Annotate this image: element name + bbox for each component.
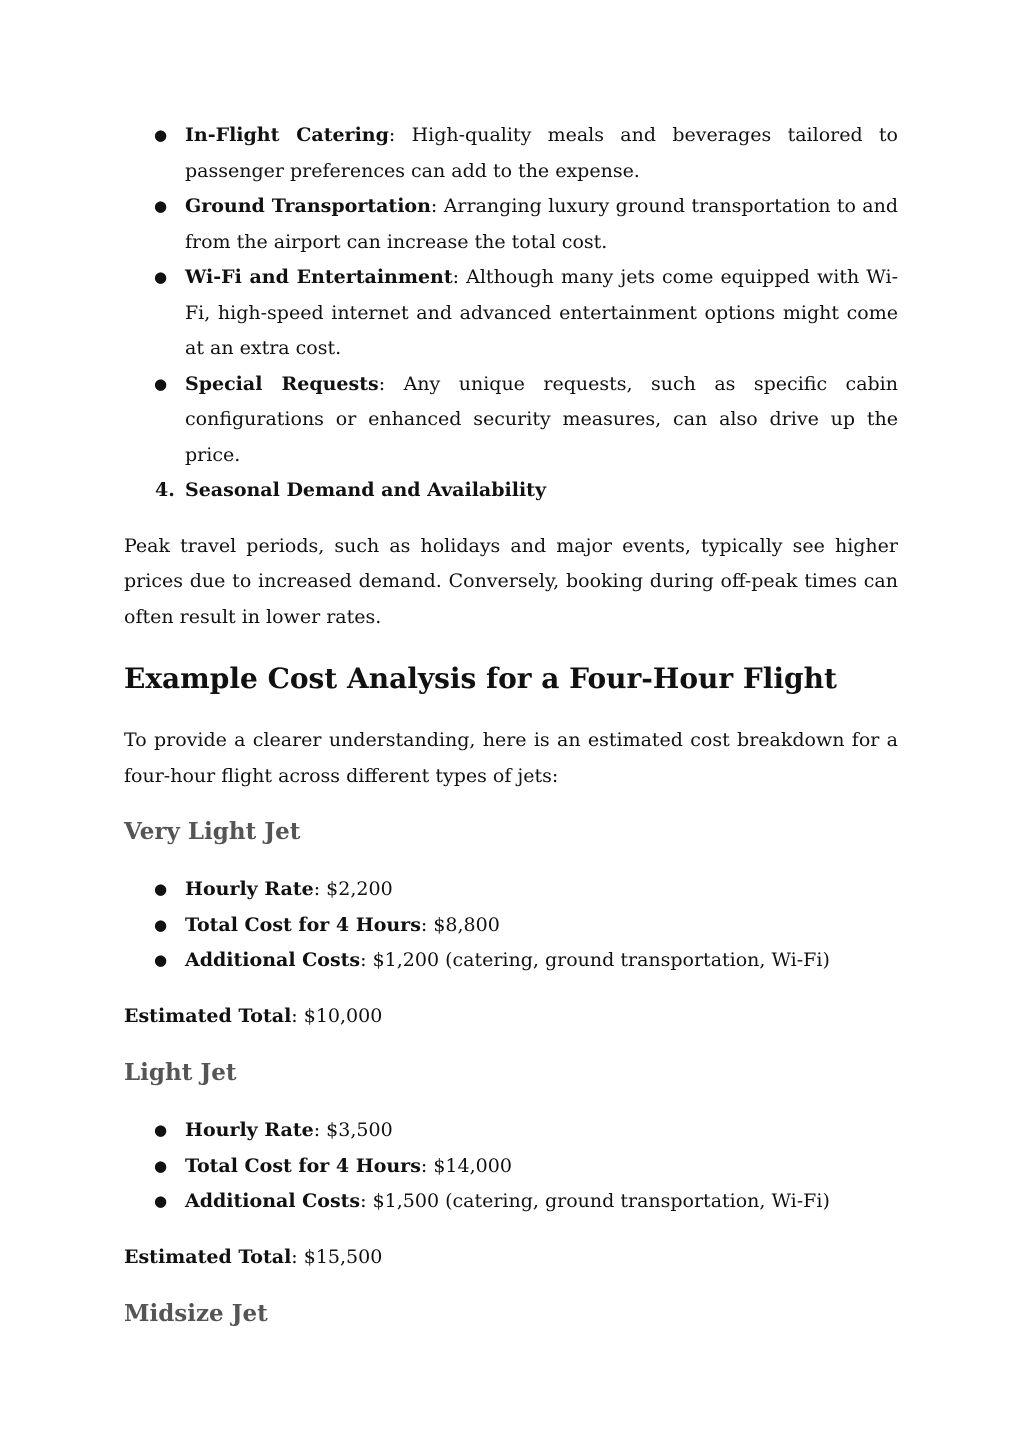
bullet-marker: ● — [154, 880, 168, 898]
list-item-text: : $2,200 — [313, 878, 393, 900]
estimated-total-light — [124, 1240, 898, 1276]
list-item-text: : Arranging luxury ground transportation to and from the airport can increase the total cost. — [185, 195, 899, 253]
list-item — [124, 189, 898, 260]
section-heading: Example Cost Analysis for a Four-Hour Flight — [124, 662, 837, 695]
number-marker: 4. — [155, 479, 175, 501]
bullet-marker: ● — [154, 1192, 168, 1210]
estimated-total-very-light — [124, 999, 898, 1035]
list-item — [124, 260, 898, 367]
numbered-list-item — [124, 473, 898, 509]
bullet-marker: ● — [154, 1121, 168, 1139]
bullet-marker: ● — [154, 374, 168, 393]
cost-factor-list — [124, 118, 898, 509]
seasonal-paragraph: Peak travel periods, such as holidays and major events, typically see higher prices due to increased demand. Conversely, booking during off-peak times can often result in lower rates. — [124, 534, 898, 628]
jet-heading-light: Light Jet — [124, 1059, 237, 1086]
list-item-term: Additional Costs — [185, 1190, 361, 1212]
list-item — [124, 1184, 898, 1220]
list-item-term: Ground Transportation — [185, 195, 431, 217]
jet-heading-midsize: Midsize Jet — [124, 1300, 268, 1327]
estimated-total-label: Estimated Total — [124, 1245, 292, 1268]
light-jet-cost-list — [124, 1113, 898, 1220]
bullet-marker: ● — [154, 1156, 168, 1175]
list-item — [124, 943, 898, 979]
list-item-term: Special Requests — [185, 372, 379, 395]
list-item-text: : $14,000 — [420, 1154, 512, 1177]
numbered-item-label: Seasonal Demand and Availability — [185, 479, 546, 501]
list-item — [124, 1149, 898, 1185]
bullet-marker: ● — [154, 951, 168, 969]
list-item — [124, 1113, 898, 1149]
list-item — [124, 367, 898, 474]
list-item — [124, 908, 898, 944]
list-item-text: : High-quality meals and beverages tailored to passenger preferences can add to the expense. — [185, 124, 898, 182]
list-item-term: Additional Costs — [185, 949, 361, 971]
list-item-term: Hourly Rate — [185, 1119, 314, 1141]
list-item-term: Hourly Rate — [185, 878, 314, 900]
estimated-total-value: : $15,500 — [291, 1245, 383, 1268]
document-page — [124, 118, 898, 1331]
list-item — [124, 872, 898, 908]
list-item-text: : Any unique requests, such as specific cabin configurations or enhanced security measures, can also drive up the price. — [185, 372, 898, 466]
list-item-term: In-Flight Catering — [185, 124, 389, 146]
list-item-text: : Although many jets come equipped with Wi-Fi, high-speed internet and advanced entertainment options might come at an extra cost. — [185, 266, 898, 359]
estimated-total-value: : $10,000 — [291, 1004, 383, 1027]
list-item-text: : $3,500 — [313, 1119, 393, 1141]
bullet-marker: ● — [154, 268, 168, 286]
list-item — [124, 118, 898, 189]
list-item-term: Wi-Fi and Entertainment — [185, 266, 453, 288]
list-item-term: Total Cost for 4 Hours — [185, 1154, 421, 1177]
list-item-text: : $8,800 — [420, 913, 500, 936]
bullet-marker: ● — [154, 126, 168, 144]
list-item-text: : $1,500 (catering, ground transportation, Wi-Fi) — [360, 1190, 830, 1212]
estimated-total-label: Estimated Total — [124, 1004, 292, 1027]
bullet-marker: ● — [154, 915, 168, 934]
list-item-text: : $1,200 (catering, ground transportation, Wi-Fi) — [360, 949, 830, 971]
jet-heading-very-light: Very Light Jet — [124, 818, 301, 845]
list-item-term: Total Cost for 4 Hours — [185, 913, 421, 936]
bullet-marker: ● — [154, 197, 168, 215]
section-intro-paragraph: To provide a clearer understanding, here is an estimated cost breakdown for a four-hour flight across different types of jets: — [124, 729, 898, 787]
very-light-jet-cost-list — [124, 872, 898, 979]
